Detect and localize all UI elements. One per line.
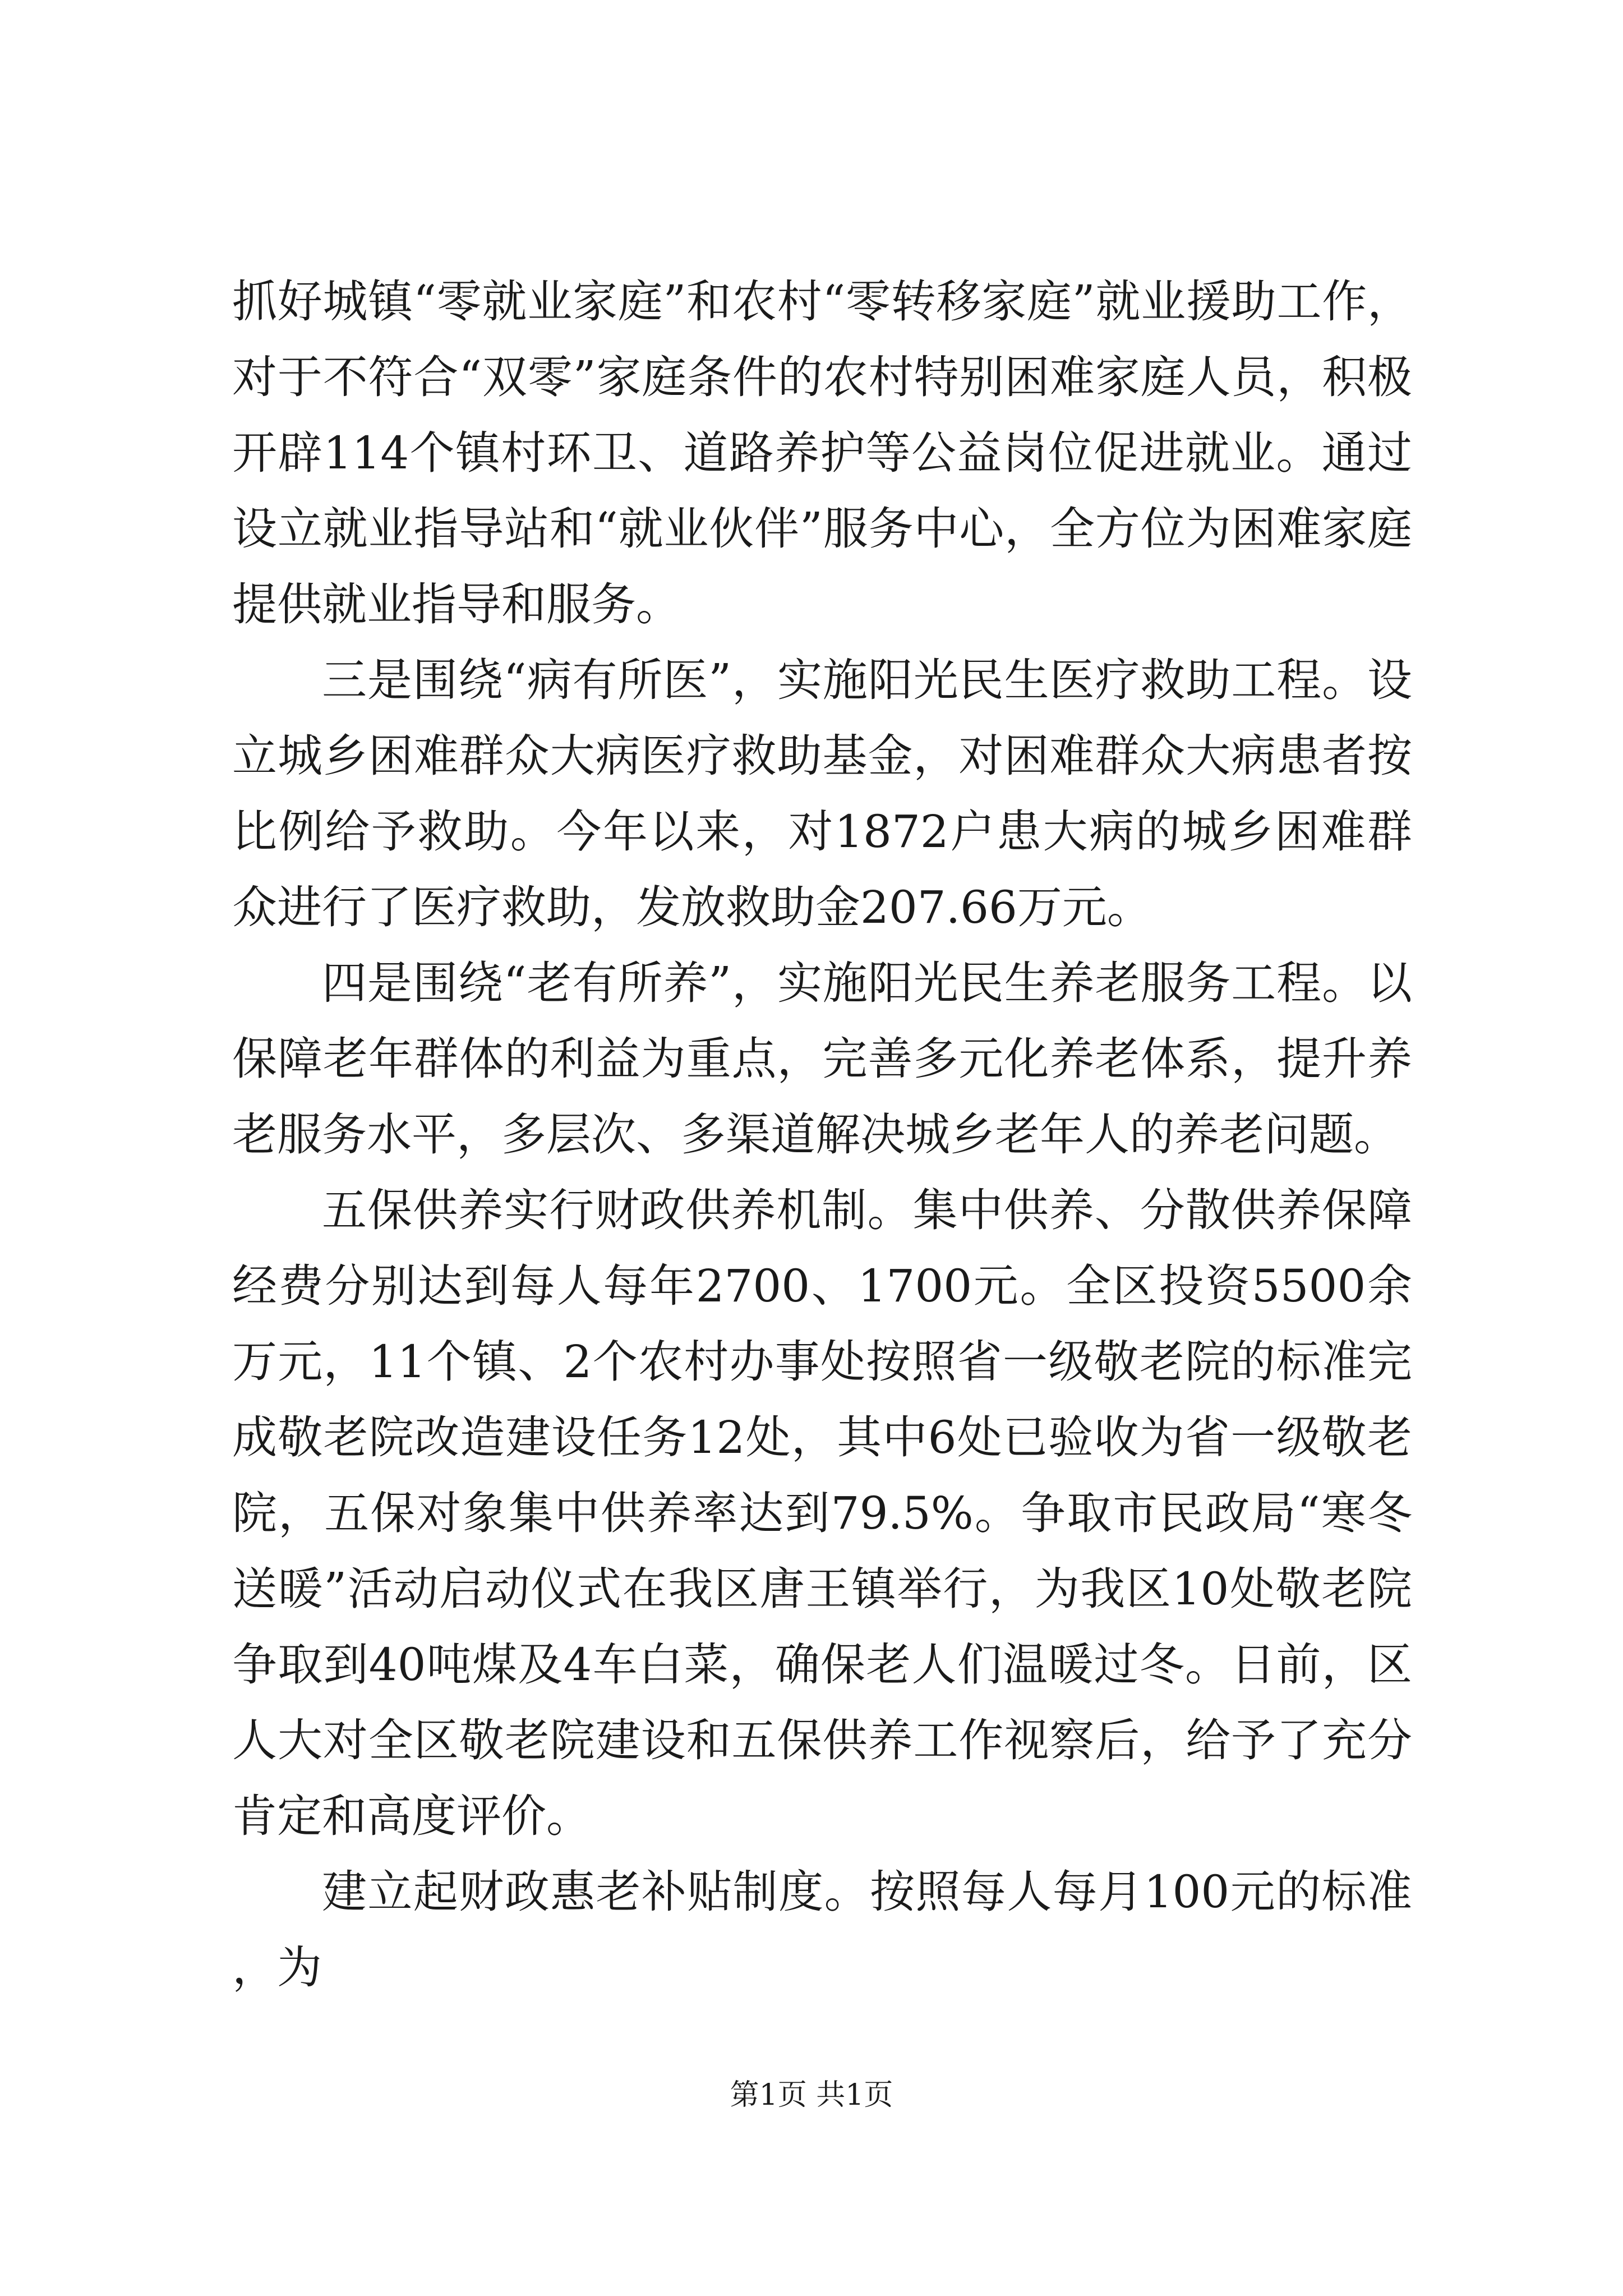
paragraph-employment-assistance: 抓好城镇“零就业家庭”和农村“零转移家庭”就业援助工作，对于不符合“双零”家庭条件的农村特别困难家庭人员，积极开辟114个镇村环卫、道路养护等公益岗位促进就业。通过设立就业指导站和“就业伙伴”服务中心，全方位为困难家庭提供就业指导和服务。 [232, 275, 1412, 631]
paragraph-elderly-care: 四是围绕“老有所养”，实施阳光民生养老服务工程。以保障老年群体的利益为重点，完善多元化养老体系，提升养老服务水平，多层次、多渠道解决城乡老年人的养老问题。 [232, 957, 1412, 1161]
paragraph-five-guarantees: 五保供养实行财政供养机制。集中供养、分散供养保障经费分别达到每人每年2700、1700元。全区投资5500余万元，11个镇、2个农村办事处按照省一级敬老院的标准完成敬老院改造建设任务12处，其中6处已验收为省一级敬老院，五保对象集中供养率达到79.5%。争取市民政局“寒冬送暖”活动启动仪式在我区唐王镇举行，为我区10处敬老院争取到40吨煤及4车白菜，确保老人们温暖过冬。日前，区人大对全区敬老院建设和五保供养工作视察后，给予了充分肯定和高度评价。 [232, 1184, 1412, 1842]
paragraph-medical-aid: 三是围绕“病有所医”，实施阳光民生医疗救助工程。设立城乡困难群众大病医疗救助基金，对困难群众大病患者按比例给予救助。今年以来，对1872户患大病的城乡困难群众进行了医疗救助，发放救助金207.66万元。 [232, 654, 1412, 933]
paragraph-elderly-subsidy: 建立起财政惠老补贴制度。按照每人每月100元的标准，为 [232, 1866, 1412, 1994]
page-number-footer: 第1页 共1页 [730, 2078, 893, 2112]
document-body [232, 264, 1412, 2005]
